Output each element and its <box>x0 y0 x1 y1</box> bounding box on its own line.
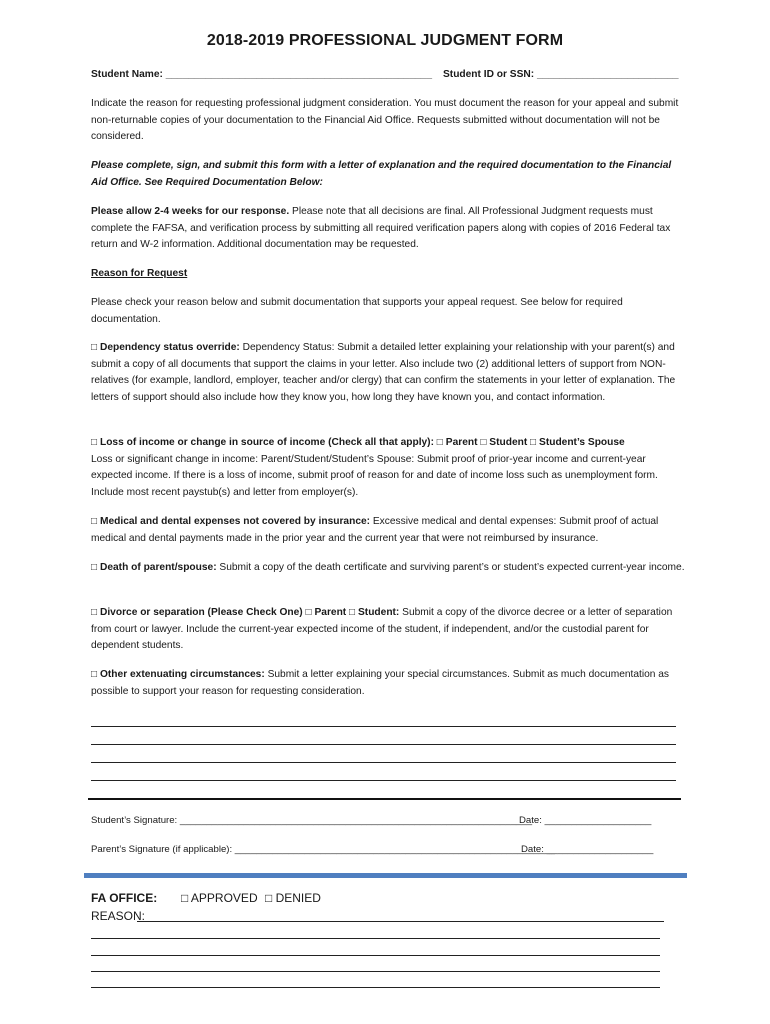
student-name-field[interactable]: Student Name: _______________________________________________ <box>91 69 433 80</box>
section-divider <box>88 798 681 800</box>
reason-intro: Please check your reason below and submit documentation that supports your appeal request. See below for required documentation. <box>91 297 623 325</box>
dependency-label: Dependency status override: <box>97 342 240 353</box>
denied-checkbox[interactable]: □ DENIED <box>265 891 321 905</box>
reason-income <box>91 435 687 502</box>
dependency-checkbox[interactable]: □ <box>91 342 98 353</box>
fa-office-label: FA OFFICE: <box>91 891 158 905</box>
allow-paragraph <box>91 204 687 254</box>
divorce-label: Divorce or separation (Please Check One) □ Parent □ Student: <box>97 607 400 618</box>
reason-medical <box>91 514 687 547</box>
reason-divorce <box>91 605 687 655</box>
death-checkbox[interactable]: □ <box>91 562 98 573</box>
income-text: Loss or significant change in income: Parent/Student/Student’s Spouse: Submit proof of prior-year income and current-year expected income. If there is a loss of income, submit proof of reason for and date of income loss such as unemployment form. Include most recent paystub(s) and letter from employer(s). <box>91 453 658 499</box>
intro-paragraph: Indicate the reason for requesting professional judgment consideration. You must document the reason for your appeal and submit non-returnable copies of your documentation to the Financial Aid Office. Requests submitted without documentation will not be considered. <box>91 98 679 143</box>
explanation-line-1[interactable] <box>91 726 676 727</box>
reason-line-2[interactable] <box>91 938 660 939</box>
reason-line-3[interactable] <box>91 955 660 956</box>
parent-date-field[interactable]: Date: ____________________ <box>521 844 654 855</box>
death-label: Death of parent/spouse: <box>97 562 217 573</box>
medical-text: Excessive medical and dental expenses: Submit proof of actual medical and dental payments made in the prior year and the current year that were not reimbursed by insurance. <box>91 516 659 544</box>
other-label: Other extenuating circumstances: <box>97 669 265 680</box>
student-id-field[interactable]: Student ID or SSN: _________________________ <box>443 69 679 80</box>
reason-line-1[interactable] <box>137 921 664 922</box>
reason-heading-text: Reason for Request <box>91 268 188 279</box>
other-checkbox[interactable]: □ <box>91 669 98 680</box>
reason-other <box>91 667 687 700</box>
income-label: Loss of income or change in source of income (Check all that apply): □ Parent □ Student □ Student’s Spouse <box>97 437 625 448</box>
medical-label: Medical and dental expenses not covered by insurance: <box>97 516 371 527</box>
death-text: Submit a copy of the death certificate and surviving parent’s or student’s expected current-year income. <box>216 562 685 573</box>
explanation-line-2[interactable] <box>91 744 676 745</box>
fa-office-accent-bar <box>84 873 687 878</box>
reason-line-4[interactable] <box>91 971 660 972</box>
reason-label: REASON: <box>91 909 146 923</box>
allow-text: Please note that all decisions are final. All Professional Judgment requests must complete the FAFSA, and verification process by submitting all required verification papers along with copies of 2016 Federal tax return and W-2 information. Additional documentation may be requested. <box>91 206 671 251</box>
allow-bold: Please allow 2-4 weeks for our response. <box>91 206 290 217</box>
other-text: Submit a letter explaining your special circumstances. Submit as much documentation as possible to support your reason for requesting consideration. <box>91 669 670 697</box>
parent-signature-field[interactable]: Parent’s Signature (if applicable): ____________________________________________________________ <box>91 844 555 855</box>
income-checkbox[interactable]: □ <box>91 437 98 448</box>
explanation-line-4[interactable] <box>91 780 676 781</box>
divorce-text: Submit a copy of the divorce decree or a letter of separation from court or lawyer. Include the current-year expected income of the student, if independent, and/or the custodial parent for dependent students. <box>91 607 673 652</box>
instructions-paragraph: Please complete, sign, and submit this form with a letter of explanation and the required documentation to the Financial Aid Office. See Required Documentation Below: <box>91 160 672 188</box>
medical-checkbox[interactable]: □ <box>91 516 98 527</box>
student-date-field[interactable]: Date: ____________________ <box>519 815 652 826</box>
explanation-line-3[interactable] <box>91 762 676 763</box>
form-title: 2018-2019 PROFESSIONAL JUDGMENT FORM <box>206 32 564 49</box>
divorce-checkbox[interactable]: □ <box>91 607 98 618</box>
reason-heading <box>91 266 687 283</box>
dependency-text: Dependency Status: Submit a detailed letter explaining your relationship with your parent(s) and submit a copy of all documents that support the claims in your letter. Also include two (2) additional letters of support from NON-relatives (for example, landlord, employer, teacher and/or clergy) that can confirm the statements in your letter of explanation. The letters of support should also include how they know you, how long they have known you, and contact information. <box>91 342 676 404</box>
reason-dependency <box>91 340 687 407</box>
reason-death <box>91 560 687 577</box>
reason-line-5[interactable] <box>91 987 660 988</box>
approved-checkbox[interactable]: □ APPROVED <box>181 891 258 905</box>
student-signature-field[interactable]: Student’s Signature: __________________________________________________________________ <box>91 815 533 826</box>
